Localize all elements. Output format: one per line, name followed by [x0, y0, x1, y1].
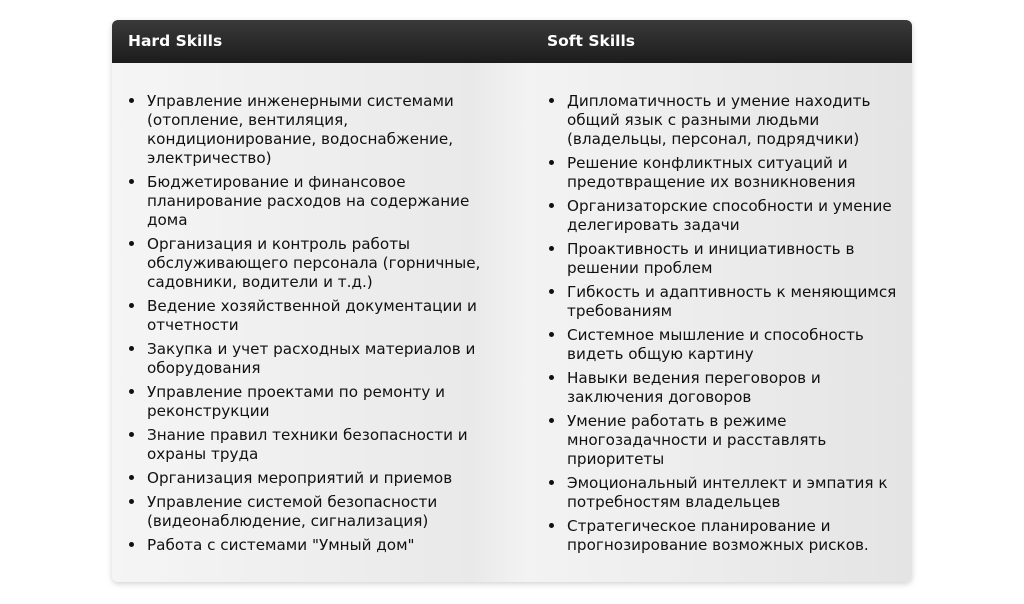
list-item-text: Организация и контроль работы обслуживающего персонала (горничные, садовники, водители и т.д.)	[147, 235, 481, 291]
list-item	[128, 297, 508, 335]
bullet-icon	[129, 241, 134, 246]
bullet-icon	[549, 375, 554, 380]
bullet-icon	[549, 246, 554, 251]
bullet-icon	[549, 160, 554, 165]
list-item	[548, 326, 898, 364]
bullet-icon	[549, 203, 554, 208]
list-item	[548, 154, 898, 192]
list-item-text: Управление инженерными системами (отопление, вентиляция, кондиционирование, водоснабжение, электричество)	[147, 92, 454, 167]
soft-skills-heading: Soft Skills	[547, 32, 635, 50]
list-item	[128, 340, 508, 378]
table-header	[112, 20, 912, 63]
list-item-text: Организаторские способности и умение делегировать задачи	[567, 197, 892, 234]
list-item	[548, 283, 898, 321]
list-item-text: Организация мероприятий и приемов	[147, 469, 453, 487]
bullet-icon	[129, 346, 134, 351]
list-item-text: Стратегическое планирование и прогнозирование возможных рисков.	[567, 517, 869, 554]
list-item-text: Эмоциональный интеллект и эмпатия к потребностям владельцев	[567, 474, 888, 511]
list-item	[128, 493, 508, 531]
skills-table	[112, 20, 912, 582]
list-item-text: Бюджетирование и финансовое планирование расходов на содержание дома	[147, 173, 470, 229]
bullet-icon	[549, 480, 554, 485]
bullet-icon	[129, 389, 134, 394]
list-item	[128, 536, 508, 555]
list-item-text: Ведение хозяйственной документации и отчетности	[147, 297, 477, 334]
bullet-icon	[129, 179, 134, 184]
list-item	[548, 240, 898, 278]
bullet-icon	[129, 432, 134, 437]
list-item	[548, 412, 898, 469]
list-item-text: Умение работать в режиме многозадачности и расставлять приоритеты	[567, 412, 827, 468]
list-item-text: Дипломатичность и умение находить общий язык с разными людьми (владельцы, персонал, подрядчики)	[567, 92, 871, 148]
bullet-icon	[549, 98, 554, 103]
list-item-text: Системное мышление и способность видеть общую картину	[567, 326, 864, 363]
soft-skills-list	[548, 92, 898, 560]
bullet-icon	[129, 303, 134, 308]
bullet-icon	[129, 499, 134, 504]
hard-skills-heading: Hard Skills	[128, 32, 223, 50]
list-item	[128, 173, 508, 230]
list-item-text: Навыки ведения переговоров и заключения договоров	[567, 369, 821, 406]
bullet-icon	[549, 289, 554, 294]
bullet-icon	[549, 332, 554, 337]
list-item-text: Проактивность и инициативность в решении проблем	[567, 240, 855, 277]
bullet-icon	[549, 523, 554, 528]
bullet-icon	[129, 542, 134, 547]
list-item-text: Работа с системами "Умный дом"	[147, 536, 415, 554]
list-item-text: Гибкость и адаптивность к меняющимся требованиям	[567, 283, 897, 320]
list-item	[548, 197, 898, 235]
bullet-icon	[549, 418, 554, 423]
list-item-text: Управление проектами по ремонту и реконструкции	[147, 383, 446, 420]
list-item-text: Закупка и учет расходных материалов и оборудования	[147, 340, 476, 377]
bullet-icon	[129, 98, 134, 103]
list-item	[548, 474, 898, 512]
list-item	[128, 383, 508, 421]
list-item	[548, 369, 898, 407]
list-item	[128, 426, 508, 464]
list-item	[128, 92, 508, 168]
list-item-text: Решение конфликтных ситуаций и предотвращение их возникновения	[567, 154, 856, 191]
list-item	[128, 235, 508, 292]
hard-skills-list	[128, 92, 508, 560]
bullet-icon	[129, 475, 134, 480]
list-item	[548, 92, 898, 149]
list-item-text: Знание правил техники безопасности и охраны труда	[147, 426, 468, 463]
list-item	[548, 517, 898, 555]
list-item	[128, 469, 508, 488]
list-item-text: Управление системой безопасности (видеонаблюдение, сигнализация)	[147, 493, 438, 530]
